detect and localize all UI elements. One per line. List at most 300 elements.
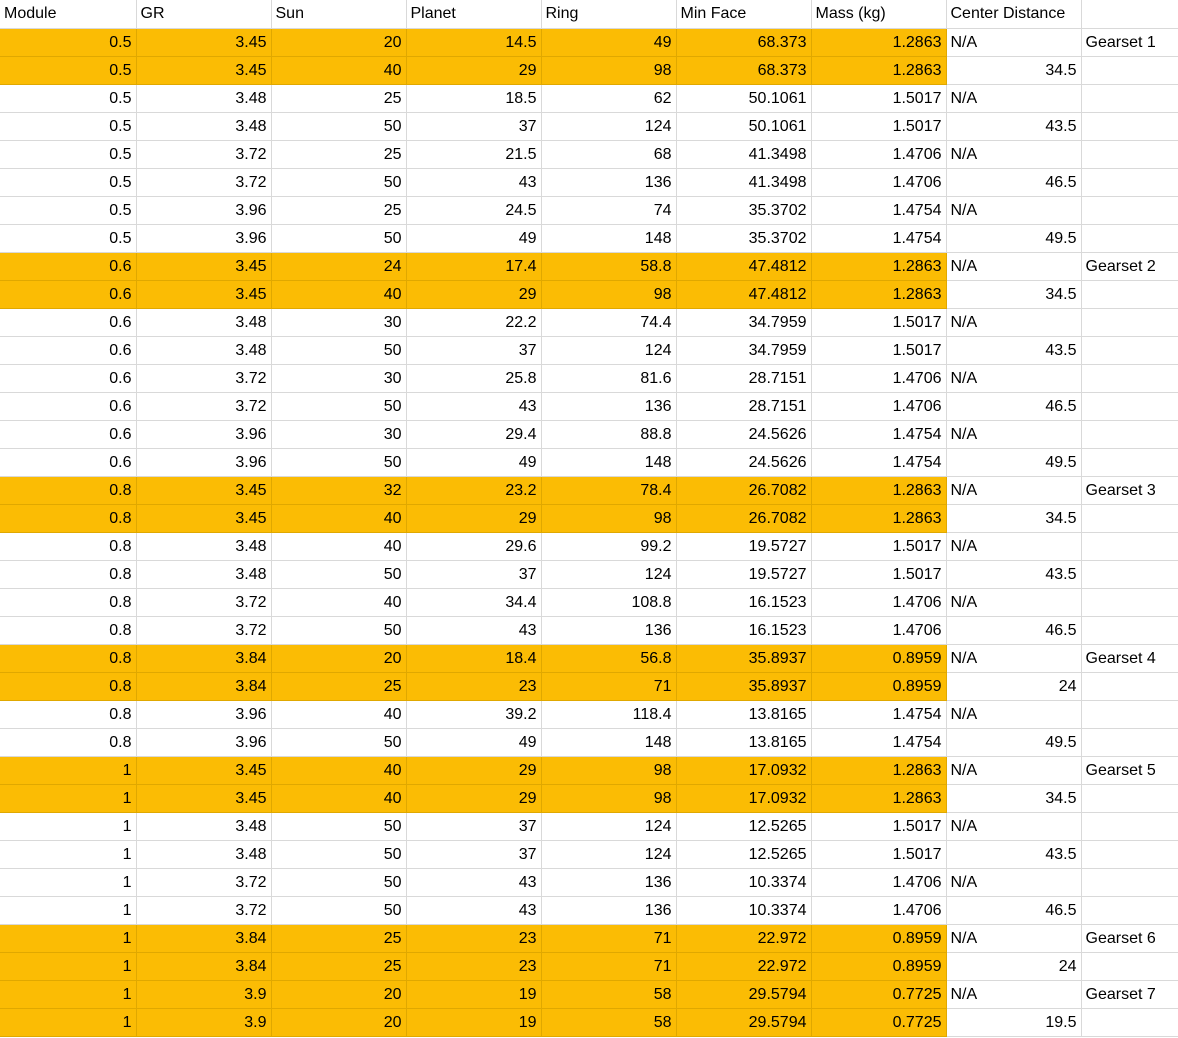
cell-planet[interactable]: 43 <box>406 392 541 420</box>
cell-gr[interactable]: 3.45 <box>136 28 271 56</box>
cell-center-distance[interactable]: 34.5 <box>946 280 1081 308</box>
cell-sun[interactable]: 40 <box>271 784 406 812</box>
cell-mass[interactable]: 1.2863 <box>811 476 946 504</box>
cell-min-face[interactable]: 29.5794 <box>676 1008 811 1036</box>
cell-center-distance[interactable]: 46.5 <box>946 896 1081 924</box>
cell-module[interactable]: 0.5 <box>0 224 136 252</box>
cell-ring[interactable]: 148 <box>541 728 676 756</box>
cell-gr[interactable]: 3.96 <box>136 728 271 756</box>
cell-gearset-label[interactable]: Gearset 4 <box>1081 644 1178 672</box>
cell-gr[interactable]: 3.48 <box>136 560 271 588</box>
header-cell-ring[interactable]: Ring <box>541 0 676 28</box>
cell-gearset-label[interactable] <box>1081 728 1178 756</box>
cell-center-distance[interactable]: N/A <box>946 28 1081 56</box>
cell-gearset-label[interactable] <box>1081 784 1178 812</box>
cell-sun[interactable]: 20 <box>271 980 406 1008</box>
cell-sun[interactable]: 30 <box>271 364 406 392</box>
cell-sun[interactable]: 50 <box>271 336 406 364</box>
cell-sun[interactable]: 25 <box>271 84 406 112</box>
cell-module[interactable]: 0.8 <box>0 588 136 616</box>
cell-min-face[interactable]: 35.8937 <box>676 644 811 672</box>
cell-gearset-label[interactable] <box>1081 868 1178 896</box>
cell-gr[interactable]: 3.45 <box>136 56 271 84</box>
cell-min-face[interactable]: 35.8937 <box>676 672 811 700</box>
cell-ring[interactable]: 88.8 <box>541 420 676 448</box>
cell-sun[interactable]: 25 <box>271 196 406 224</box>
cell-mass[interactable]: 1.4754 <box>811 728 946 756</box>
cell-gr[interactable]: 3.72 <box>136 392 271 420</box>
cell-gr[interactable]: 3.72 <box>136 140 271 168</box>
cell-mass[interactable]: 1.5017 <box>811 336 946 364</box>
cell-gearset-label[interactable] <box>1081 168 1178 196</box>
cell-sun[interactable]: 50 <box>271 840 406 868</box>
cell-sun[interactable]: 40 <box>271 756 406 784</box>
cell-sun[interactable]: 40 <box>271 504 406 532</box>
cell-mass[interactable]: 1.4706 <box>811 364 946 392</box>
cell-module[interactable]: 0.8 <box>0 672 136 700</box>
cell-center-distance[interactable]: 49.5 <box>946 224 1081 252</box>
cell-gr[interactable]: 3.45 <box>136 252 271 280</box>
cell-ring[interactable]: 78.4 <box>541 476 676 504</box>
cell-ring[interactable]: 74.4 <box>541 308 676 336</box>
cell-gearset-label[interactable] <box>1081 812 1178 840</box>
header-cell-planet[interactable]: Planet <box>406 0 541 28</box>
cell-gearset-label[interactable] <box>1081 280 1178 308</box>
cell-gearset-label[interactable] <box>1081 588 1178 616</box>
cell-ring[interactable]: 136 <box>541 392 676 420</box>
cell-ring[interactable]: 124 <box>541 840 676 868</box>
cell-mass[interactable]: 1.5017 <box>811 112 946 140</box>
cell-module[interactable]: 0.8 <box>0 532 136 560</box>
cell-sun[interactable]: 50 <box>271 392 406 420</box>
cell-min-face[interactable]: 17.0932 <box>676 756 811 784</box>
cell-mass[interactable]: 1.2863 <box>811 280 946 308</box>
cell-sun[interactable]: 50 <box>271 168 406 196</box>
cell-module[interactable]: 1 <box>0 812 136 840</box>
cell-gearset-label[interactable] <box>1081 308 1178 336</box>
cell-mass[interactable]: 1.5017 <box>811 812 946 840</box>
cell-min-face[interactable]: 24.5626 <box>676 448 811 476</box>
cell-ring[interactable]: 124 <box>541 812 676 840</box>
cell-center-distance[interactable]: N/A <box>946 476 1081 504</box>
cell-min-face[interactable]: 10.3374 <box>676 896 811 924</box>
cell-center-distance[interactable]: N/A <box>946 308 1081 336</box>
cell-module[interactable]: 0.8 <box>0 700 136 728</box>
cell-min-face[interactable]: 35.3702 <box>676 196 811 224</box>
cell-center-distance[interactable]: N/A <box>946 532 1081 560</box>
cell-center-distance[interactable]: 24 <box>946 672 1081 700</box>
cell-ring[interactable]: 56.8 <box>541 644 676 672</box>
cell-min-face[interactable]: 50.1061 <box>676 84 811 112</box>
cell-min-face[interactable]: 47.4812 <box>676 252 811 280</box>
cell-ring[interactable]: 108.8 <box>541 588 676 616</box>
cell-module[interactable]: 0.5 <box>0 196 136 224</box>
cell-planet[interactable]: 18.5 <box>406 84 541 112</box>
cell-min-face[interactable]: 47.4812 <box>676 280 811 308</box>
cell-module[interactable]: 0.8 <box>0 560 136 588</box>
cell-gearset-label[interactable] <box>1081 896 1178 924</box>
cell-ring[interactable]: 71 <box>541 952 676 980</box>
cell-ring[interactable]: 136 <box>541 868 676 896</box>
cell-gearset-label[interactable]: Gearset 1 <box>1081 28 1178 56</box>
cell-gr[interactable]: 3.48 <box>136 308 271 336</box>
cell-planet[interactable]: 29 <box>406 56 541 84</box>
cell-gearset-label[interactable] <box>1081 224 1178 252</box>
cell-gearset-label[interactable] <box>1081 420 1178 448</box>
cell-module[interactable]: 1 <box>0 1008 136 1036</box>
cell-module[interactable]: 0.6 <box>0 392 136 420</box>
cell-ring[interactable]: 98 <box>541 504 676 532</box>
cell-center-distance[interactable]: N/A <box>946 868 1081 896</box>
cell-planet[interactable]: 43 <box>406 168 541 196</box>
cell-planet[interactable]: 19 <box>406 1008 541 1036</box>
cell-mass[interactable]: 1.2863 <box>811 784 946 812</box>
cell-center-distance[interactable]: 49.5 <box>946 728 1081 756</box>
cell-sun[interactable]: 40 <box>271 700 406 728</box>
cell-gr[interactable]: 3.45 <box>136 476 271 504</box>
cell-planet[interactable]: 19 <box>406 980 541 1008</box>
cell-gearset-label[interactable] <box>1081 560 1178 588</box>
cell-planet[interactable]: 23 <box>406 924 541 952</box>
cell-gr[interactable]: 3.48 <box>136 532 271 560</box>
cell-sun[interactable]: 40 <box>271 588 406 616</box>
cell-ring[interactable]: 148 <box>541 224 676 252</box>
cell-sun[interactable]: 50 <box>271 728 406 756</box>
cell-gearset-label[interactable] <box>1081 672 1178 700</box>
cell-center-distance[interactable]: 43.5 <box>946 336 1081 364</box>
cell-min-face[interactable]: 26.7082 <box>676 504 811 532</box>
cell-planet[interactable]: 29 <box>406 756 541 784</box>
cell-sun[interactable]: 25 <box>271 672 406 700</box>
cell-module[interactable]: 0.8 <box>0 476 136 504</box>
cell-mass[interactable]: 0.7725 <box>811 1008 946 1036</box>
cell-center-distance[interactable]: N/A <box>946 644 1081 672</box>
cell-gearset-label[interactable] <box>1081 532 1178 560</box>
cell-planet[interactable]: 14.5 <box>406 28 541 56</box>
cell-mass[interactable]: 1.5017 <box>811 840 946 868</box>
cell-planet[interactable]: 43 <box>406 868 541 896</box>
cell-sun[interactable]: 40 <box>271 280 406 308</box>
cell-planet[interactable]: 22.2 <box>406 308 541 336</box>
cell-ring[interactable]: 124 <box>541 112 676 140</box>
cell-gr[interactable]: 3.72 <box>136 896 271 924</box>
cell-gr[interactable]: 3.48 <box>136 84 271 112</box>
cell-mass[interactable]: 1.5017 <box>811 84 946 112</box>
cell-min-face[interactable]: 34.7959 <box>676 336 811 364</box>
cell-ring[interactable]: 81.6 <box>541 364 676 392</box>
cell-sun[interactable]: 20 <box>271 28 406 56</box>
cell-sun[interactable]: 50 <box>271 812 406 840</box>
cell-center-distance[interactable]: 46.5 <box>946 616 1081 644</box>
cell-ring[interactable]: 98 <box>541 756 676 784</box>
cell-module[interactable]: 0.8 <box>0 728 136 756</box>
cell-mass[interactable]: 0.7725 <box>811 980 946 1008</box>
cell-mass[interactable]: 1.2863 <box>811 504 946 532</box>
cell-planet[interactable]: 23.2 <box>406 476 541 504</box>
cell-min-face[interactable]: 13.8165 <box>676 700 811 728</box>
cell-gearset-label[interactable] <box>1081 392 1178 420</box>
cell-planet[interactable]: 43 <box>406 896 541 924</box>
cell-sun[interactable]: 30 <box>271 420 406 448</box>
cell-center-distance[interactable]: 43.5 <box>946 560 1081 588</box>
cell-module[interactable]: 0.6 <box>0 252 136 280</box>
cell-planet[interactable]: 37 <box>406 336 541 364</box>
cell-module[interactable]: 0.8 <box>0 616 136 644</box>
cell-ring[interactable]: 58.8 <box>541 252 676 280</box>
cell-module[interactable]: 0.5 <box>0 56 136 84</box>
cell-min-face[interactable]: 22.972 <box>676 924 811 952</box>
cell-gr[interactable]: 3.72 <box>136 588 271 616</box>
cell-mass[interactable]: 1.4754 <box>811 448 946 476</box>
cell-gr[interactable]: 3.84 <box>136 672 271 700</box>
cell-min-face[interactable]: 16.1523 <box>676 588 811 616</box>
cell-sun[interactable]: 40 <box>271 56 406 84</box>
cell-mass[interactable]: 1.4754 <box>811 700 946 728</box>
cell-gearset-label[interactable] <box>1081 700 1178 728</box>
cell-module[interactable]: 1 <box>0 840 136 868</box>
cell-mass[interactable]: 0.8959 <box>811 924 946 952</box>
cell-ring[interactable]: 98 <box>541 784 676 812</box>
cell-sun[interactable]: 24 <box>271 252 406 280</box>
cell-min-face[interactable]: 68.373 <box>676 28 811 56</box>
cell-center-distance[interactable]: N/A <box>946 84 1081 112</box>
cell-gr[interactable]: 3.48 <box>136 840 271 868</box>
cell-planet[interactable]: 29 <box>406 784 541 812</box>
cell-center-distance[interactable]: N/A <box>946 252 1081 280</box>
cell-sun[interactable]: 30 <box>271 308 406 336</box>
cell-ring[interactable]: 58 <box>541 980 676 1008</box>
cell-center-distance[interactable]: 34.5 <box>946 56 1081 84</box>
header-cell-gr[interactable]: GR <box>136 0 271 28</box>
cell-gearset-label[interactable] <box>1081 840 1178 868</box>
cell-min-face[interactable]: 12.5265 <box>676 812 811 840</box>
cell-sun[interactable]: 25 <box>271 924 406 952</box>
cell-gr[interactable]: 3.84 <box>136 644 271 672</box>
cell-mass[interactable]: 0.8959 <box>811 644 946 672</box>
cell-center-distance[interactable]: 49.5 <box>946 448 1081 476</box>
cell-gr[interactable]: 3.45 <box>136 504 271 532</box>
cell-center-distance[interactable]: N/A <box>946 364 1081 392</box>
cell-planet[interactable]: 29 <box>406 504 541 532</box>
cell-gr[interactable]: 3.72 <box>136 616 271 644</box>
cell-ring[interactable]: 124 <box>541 336 676 364</box>
cell-min-face[interactable]: 35.3702 <box>676 224 811 252</box>
cell-planet[interactable]: 24.5 <box>406 196 541 224</box>
cell-gr[interactable]: 3.45 <box>136 280 271 308</box>
header-cell-min-face[interactable]: Min Face <box>676 0 811 28</box>
cell-center-distance[interactable]: N/A <box>946 756 1081 784</box>
cell-mass[interactable]: 1.4706 <box>811 392 946 420</box>
cell-planet[interactable]: 37 <box>406 560 541 588</box>
cell-module[interactable]: 0.5 <box>0 112 136 140</box>
header-cell-module[interactable]: Module <box>0 0 136 28</box>
cell-min-face[interactable]: 68.373 <box>676 56 811 84</box>
cell-module[interactable]: 1 <box>0 896 136 924</box>
cell-center-distance[interactable]: 43.5 <box>946 112 1081 140</box>
cell-planet[interactable]: 23 <box>406 672 541 700</box>
cell-planet[interactable]: 37 <box>406 112 541 140</box>
cell-planet[interactable]: 49 <box>406 448 541 476</box>
cell-center-distance[interactable]: N/A <box>946 588 1081 616</box>
cell-gr[interactable]: 3.96 <box>136 196 271 224</box>
cell-center-distance[interactable]: 19.5 <box>946 1008 1081 1036</box>
cell-mass[interactable]: 1.4754 <box>811 420 946 448</box>
cell-mass[interactable]: 1.2863 <box>811 756 946 784</box>
header-cell-mass[interactable]: Mass (kg) <box>811 0 946 28</box>
cell-planet[interactable]: 29.6 <box>406 532 541 560</box>
cell-ring[interactable]: 98 <box>541 56 676 84</box>
cell-mass[interactable]: 1.4754 <box>811 196 946 224</box>
cell-min-face[interactable]: 19.5727 <box>676 532 811 560</box>
cell-min-face[interactable]: 29.5794 <box>676 980 811 1008</box>
cell-mass[interactable]: 1.4706 <box>811 868 946 896</box>
cell-ring[interactable]: 124 <box>541 560 676 588</box>
cell-planet[interactable]: 17.4 <box>406 252 541 280</box>
cell-gr[interactable]: 3.9 <box>136 1008 271 1036</box>
cell-ring[interactable]: 71 <box>541 672 676 700</box>
cell-mass[interactable]: 1.4706 <box>811 140 946 168</box>
cell-mass[interactable]: 1.2863 <box>811 56 946 84</box>
cell-min-face[interactable]: 26.7082 <box>676 476 811 504</box>
cell-gr[interactable]: 3.45 <box>136 784 271 812</box>
cell-center-distance[interactable]: N/A <box>946 196 1081 224</box>
cell-ring[interactable]: 99.2 <box>541 532 676 560</box>
cell-gr[interactable]: 3.9 <box>136 980 271 1008</box>
cell-planet[interactable]: 29 <box>406 280 541 308</box>
cell-mass[interactable]: 1.4754 <box>811 224 946 252</box>
cell-planet[interactable]: 39.2 <box>406 700 541 728</box>
cell-module[interactable]: 1 <box>0 756 136 784</box>
cell-module[interactable]: 1 <box>0 868 136 896</box>
cell-module[interactable]: 0.6 <box>0 448 136 476</box>
cell-planet[interactable]: 18.4 <box>406 644 541 672</box>
cell-center-distance[interactable]: N/A <box>946 812 1081 840</box>
cell-center-distance[interactable]: 34.5 <box>946 504 1081 532</box>
cell-gearset-label[interactable] <box>1081 112 1178 140</box>
cell-module[interactable]: 0.6 <box>0 280 136 308</box>
cell-min-face[interactable]: 17.0932 <box>676 784 811 812</box>
cell-center-distance[interactable]: N/A <box>946 700 1081 728</box>
cell-gr[interactable]: 3.48 <box>136 812 271 840</box>
cell-sun[interactable]: 25 <box>271 140 406 168</box>
cell-gr[interactable]: 3.72 <box>136 868 271 896</box>
cell-sun[interactable]: 50 <box>271 224 406 252</box>
cell-gearset-label[interactable] <box>1081 952 1178 980</box>
cell-center-distance[interactable]: 46.5 <box>946 392 1081 420</box>
cell-mass[interactable]: 1.5017 <box>811 560 946 588</box>
cell-gearset-label[interactable] <box>1081 140 1178 168</box>
cell-planet[interactable]: 23 <box>406 952 541 980</box>
cell-gearset-label[interactable] <box>1081 336 1178 364</box>
cell-mass[interactable]: 1.4706 <box>811 616 946 644</box>
cell-planet[interactable]: 37 <box>406 812 541 840</box>
cell-center-distance[interactable]: 46.5 <box>946 168 1081 196</box>
cell-gearset-label[interactable] <box>1081 56 1178 84</box>
cell-ring[interactable]: 118.4 <box>541 700 676 728</box>
cell-module[interactable]: 0.6 <box>0 336 136 364</box>
cell-module[interactable]: 0.5 <box>0 84 136 112</box>
cell-min-face[interactable]: 12.5265 <box>676 840 811 868</box>
cell-ring[interactable]: 49 <box>541 28 676 56</box>
cell-gr[interactable]: 3.96 <box>136 700 271 728</box>
cell-gr[interactable]: 3.84 <box>136 924 271 952</box>
cell-module[interactable]: 0.5 <box>0 28 136 56</box>
cell-center-distance[interactable]: N/A <box>946 980 1081 1008</box>
cell-gr[interactable]: 3.72 <box>136 364 271 392</box>
cell-gr[interactable]: 3.84 <box>136 952 271 980</box>
cell-planet[interactable]: 34.4 <box>406 588 541 616</box>
cell-ring[interactable]: 68 <box>541 140 676 168</box>
cell-min-face[interactable]: 28.7151 <box>676 364 811 392</box>
cell-gearset-label[interactable] <box>1081 616 1178 644</box>
cell-center-distance[interactable]: 24 <box>946 952 1081 980</box>
cell-min-face[interactable]: 10.3374 <box>676 868 811 896</box>
cell-min-face[interactable]: 28.7151 <box>676 392 811 420</box>
cell-mass[interactable]: 0.8959 <box>811 672 946 700</box>
cell-ring[interactable]: 148 <box>541 448 676 476</box>
cell-sun[interactable]: 50 <box>271 112 406 140</box>
cell-module[interactable]: 0.6 <box>0 420 136 448</box>
cell-mass[interactable]: 1.4706 <box>811 896 946 924</box>
cell-planet[interactable]: 43 <box>406 616 541 644</box>
cell-gearset-label[interactable] <box>1081 504 1178 532</box>
cell-gearset-label[interactable]: Gearset 2 <box>1081 252 1178 280</box>
cell-sun[interactable]: 32 <box>271 476 406 504</box>
cell-mass[interactable]: 1.2863 <box>811 252 946 280</box>
cell-center-distance[interactable]: N/A <box>946 924 1081 952</box>
cell-sun[interactable]: 50 <box>271 868 406 896</box>
cell-mass[interactable]: 1.4706 <box>811 168 946 196</box>
cell-min-face[interactable]: 41.3498 <box>676 140 811 168</box>
cell-gearset-label[interactable] <box>1081 84 1178 112</box>
cell-module[interactable]: 0.8 <box>0 644 136 672</box>
cell-gearset-label[interactable] <box>1081 448 1178 476</box>
cell-planet[interactable]: 21.5 <box>406 140 541 168</box>
cell-ring[interactable]: 98 <box>541 280 676 308</box>
cell-planet[interactable]: 49 <box>406 728 541 756</box>
cell-sun[interactable]: 25 <box>271 952 406 980</box>
cell-ring[interactable]: 136 <box>541 168 676 196</box>
cell-min-face[interactable]: 41.3498 <box>676 168 811 196</box>
cell-mass[interactable]: 0.8959 <box>811 952 946 980</box>
cell-mass[interactable]: 1.4706 <box>811 588 946 616</box>
cell-gr[interactable]: 3.45 <box>136 756 271 784</box>
cell-ring[interactable]: 71 <box>541 924 676 952</box>
header-cell-empty[interactable] <box>1081 0 1178 28</box>
cell-gr[interactable]: 3.48 <box>136 336 271 364</box>
cell-gearset-label[interactable]: Gearset 6 <box>1081 924 1178 952</box>
cell-mass[interactable]: 1.5017 <box>811 532 946 560</box>
cell-gearset-label[interactable]: Gearset 7 <box>1081 980 1178 1008</box>
cell-module[interactable]: 1 <box>0 952 136 980</box>
cell-ring[interactable]: 74 <box>541 196 676 224</box>
cell-sun[interactable]: 50 <box>271 560 406 588</box>
cell-min-face[interactable]: 50.1061 <box>676 112 811 140</box>
cell-planet[interactable]: 37 <box>406 840 541 868</box>
cell-module[interactable]: 1 <box>0 980 136 1008</box>
cell-gearset-label[interactable] <box>1081 196 1178 224</box>
cell-sun[interactable]: 20 <box>271 1008 406 1036</box>
cell-gearset-label[interactable] <box>1081 1008 1178 1036</box>
cell-center-distance[interactable]: 43.5 <box>946 840 1081 868</box>
cell-gr[interactable]: 3.72 <box>136 168 271 196</box>
header-cell-center-distance[interactable]: Center Distance <box>946 0 1081 28</box>
cell-sun[interactable]: 50 <box>271 448 406 476</box>
cell-module[interactable]: 1 <box>0 784 136 812</box>
cell-sun[interactable]: 50 <box>271 616 406 644</box>
cell-ring[interactable]: 136 <box>541 896 676 924</box>
cell-planet[interactable]: 29.4 <box>406 420 541 448</box>
